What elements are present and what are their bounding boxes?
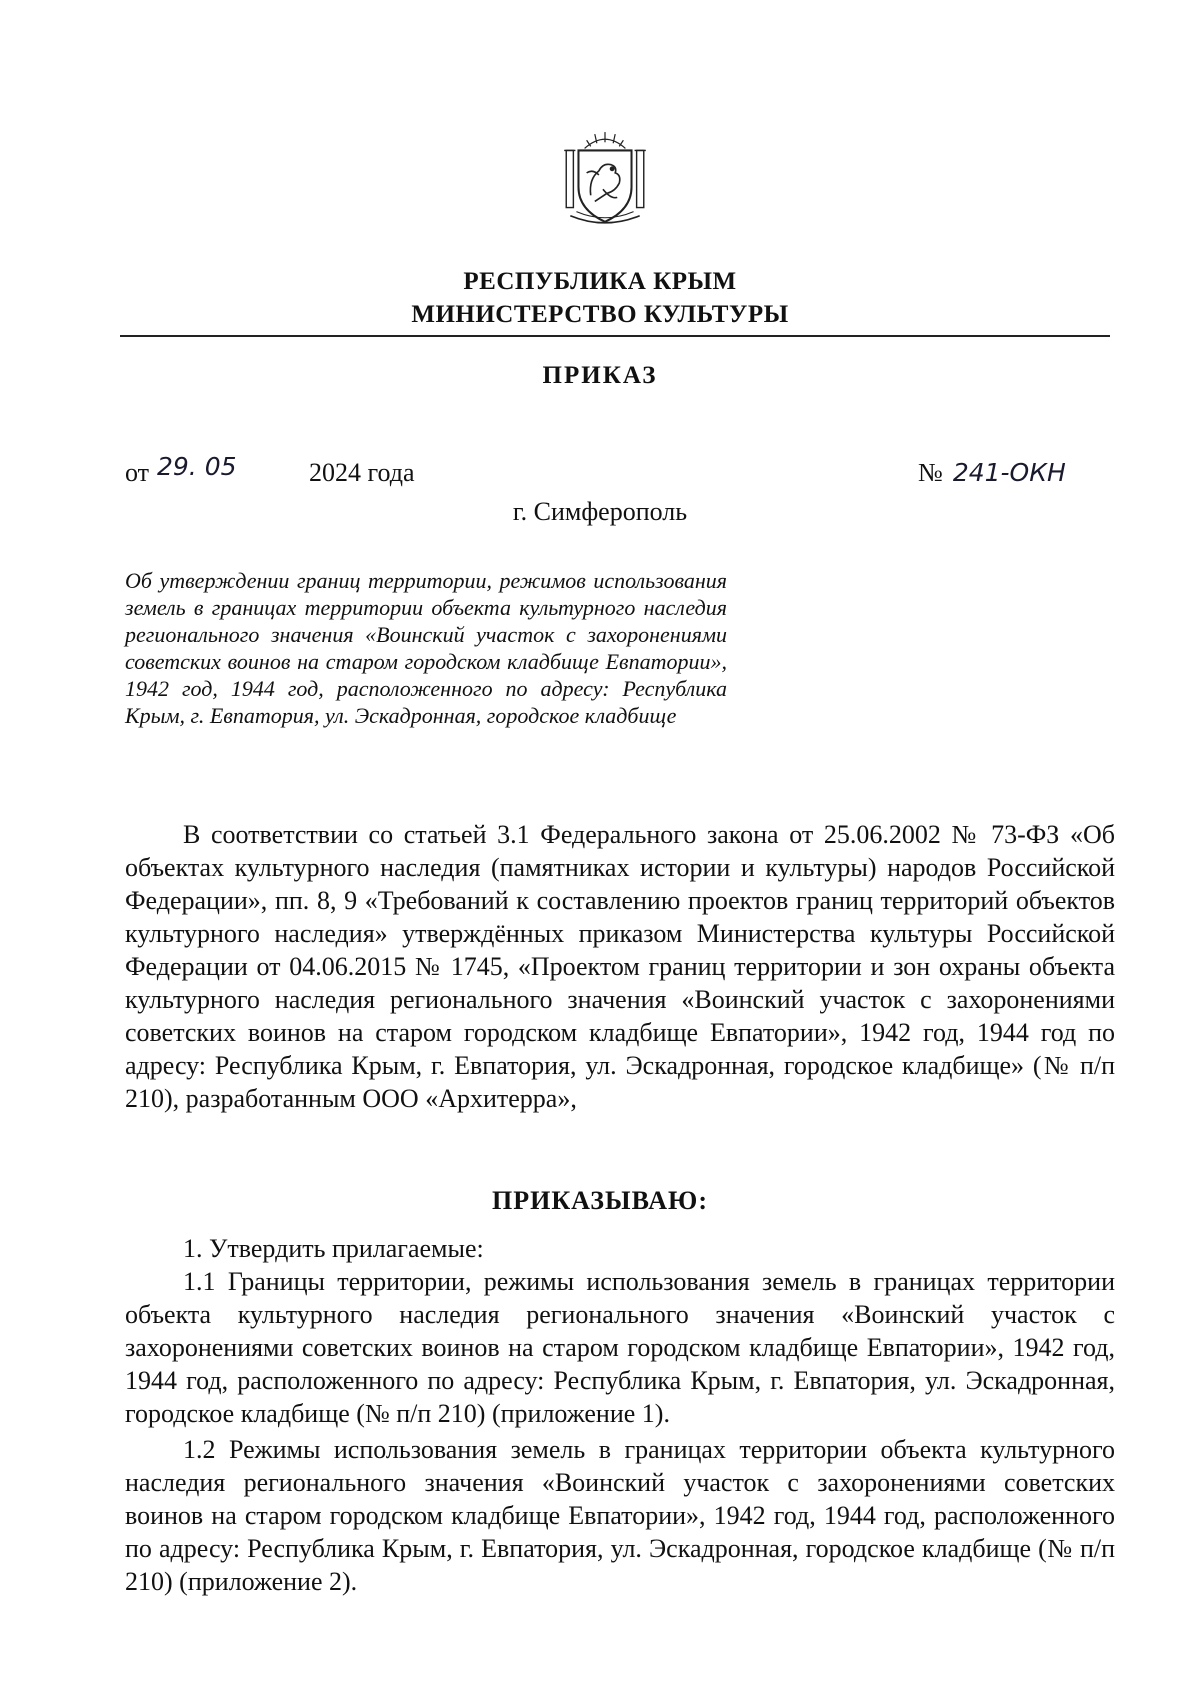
number-prefix: №	[918, 458, 943, 487]
date-year: 2024 года	[309, 458, 415, 487]
handwritten-number: 241-ОКН	[952, 458, 1066, 487]
document-title: ПРИКАЗ	[542, 362, 658, 389]
header-ministry: МИНИСТЕРСТВО КУЛЬТУРЫ	[411, 301, 789, 328]
header-republic: РЕСПУБЛИКА КРЫМ	[463, 268, 737, 295]
legal-basis-paragraph: В соответствии со статьей 3.1 Федерального закона от 25.06.2002 № 73-ФЗ «Об объектах культурного наследия (памятниках истории и культуры) народов Российской Федерации», пп. 8, 9 «Требований к составлению проектов границ территорий объектов культурного наследия» утверждённых приказом Министерства культуры Российской Федерации от 04.06.2015 № 1745, «Проектом границ территории и зон охраны объекта культурного наследия регионального значения «Воинский участок с захоронениями советских воинов на старом городском кладбище Евпатории», 1942 год, 1944 год по адресу: Республика Крым, г. Евпатория, ул. Эскадронная, городское кладбище» (№ п/п 210), разработанным ООО «Архитерра»,	[125, 820, 1115, 1113]
header-divider	[120, 335, 1110, 337]
item-1-1: 1.1 Границы территории, режимы использования земель в границах территории объекта культурного наследия регионального значения «Воинский участок с захоронениями советских воинов на старом городском кладбище Евпатории», 1942 год, 1944 год, расположенного по адресу: Республика Крым, г. Евпатория, ул. Эскадронная, городское кладбище (№ п/п 210) (приложение 1).	[125, 1267, 1115, 1428]
date-prefix: от	[125, 458, 150, 487]
handwritten-date: 29. 05	[157, 452, 237, 481]
order-heading: ПРИКАЗЫВАЮ:	[492, 1186, 708, 1215]
city-line: г. Симферополь	[512, 497, 688, 526]
item-1: 1. Утвердить прилагаемые:	[183, 1234, 484, 1263]
item-1-2: 1.2 Режимы использования земель в границах территории объекта культурного наследия регионального значения «Воинский участок с захоронениями советских воинов на старом городском кладбище Евпатории», 1942 год, 1944 год, расположенного по адресу: Республика Крым, г. Евпатория, ул. Эскадронная, городское кладбище (№ п/п 210) (приложение 2).	[125, 1435, 1115, 1596]
order-subject: Об утверждении границ территории, режимов использования земель в границах территории объекта культурного наследия регионального значения «Воинский участок с захоронениями советских воинов на старом городском кладбище Евпатории», 1942 год, 1944 год, расположенного по адресу: Республика Крым, г. Евпатория, ул. Эскадронная, городское кладбище	[125, 568, 727, 728]
order-number	[918, 458, 1066, 488]
crimea-coat-of-arms-icon	[554, 128, 656, 230]
